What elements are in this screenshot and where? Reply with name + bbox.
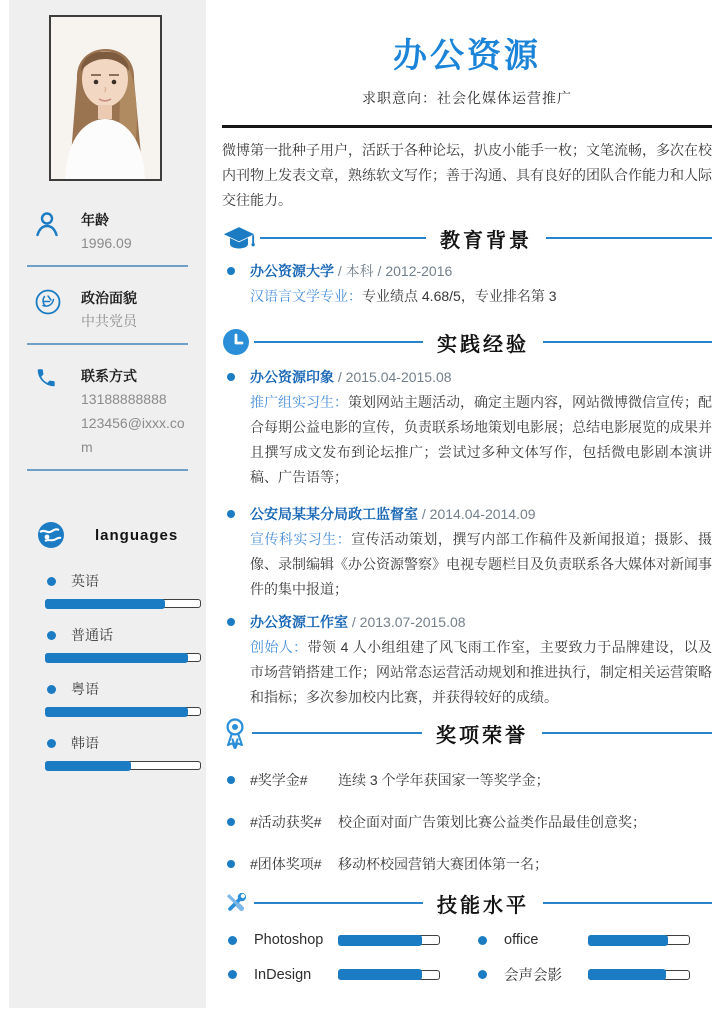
language-item [29, 625, 188, 662]
bullet-dot [227, 373, 235, 381]
skill-label: Photoshop [254, 932, 324, 948]
party-emblem-icon [35, 287, 61, 333]
org-date: / 2013.07-2015.08 [351, 614, 466, 630]
skill-progress-bar [338, 970, 440, 980]
political-label: 政治面貌 [81, 290, 137, 306]
section-header-skills [222, 888, 712, 918]
language-progress-bar [45, 599, 201, 608]
education-entry [222, 259, 712, 309]
role-name: 推广组实习生： [250, 394, 348, 410]
sidebar-divider [27, 469, 188, 471]
contact-email: 123456@ixxx.com [81, 415, 185, 455]
skills-grid [222, 932, 712, 985]
bullet-dot [478, 970, 487, 979]
section-line [260, 237, 426, 239]
sidebar [9, 0, 206, 1008]
bullet-dot [47, 739, 56, 748]
section-line [254, 902, 423, 904]
major-name: 汉语言文学专业： [250, 288, 362, 304]
age-value: 1996.09 [81, 235, 132, 251]
skill-progress-bar [588, 970, 690, 980]
award-row [222, 854, 712, 874]
info-group-political-status [27, 267, 188, 333]
award-tag: #活动获奖# [250, 814, 322, 830]
language-label: 英语 [71, 573, 99, 589]
language-label: 普通话 [71, 627, 113, 643]
bullet-dot [227, 267, 235, 275]
skill-item [222, 932, 462, 948]
section-title-education: 教育背景 [440, 229, 532, 252]
section-line [254, 341, 423, 343]
org-name: 办公资源工作室 [250, 614, 348, 630]
award-tag: #团体奖项# [250, 856, 322, 872]
education-detail: 专业绩点 4.68/5，专业排名第 3 [362, 288, 557, 304]
bullet-dot [478, 936, 487, 945]
role-name: 宣传科实习生： [250, 531, 352, 547]
org-date: / 2014.04-2014.09 [421, 506, 536, 522]
profile-photo [49, 15, 162, 181]
languages-list [29, 571, 188, 770]
section-title-experience: 实践经验 [437, 333, 529, 356]
self-summary: 微博第一批种子用户，活跃于各种论坛，扒皮小能手一枚；文笔流畅，多次在校内刊物上发表文章，熟练软文写作；善于沟通、具有良好的团队合作能力和人际交往能力。 [222, 142, 712, 208]
skill-label: 会声会影 [504, 968, 562, 984]
info-group-age [27, 181, 188, 255]
skill-progress-bar [588, 935, 690, 945]
award-row [222, 812, 712, 832]
bullet-dot [47, 577, 56, 586]
tools-icon [222, 889, 250, 917]
section-line [546, 237, 712, 239]
role-desc: 策划网站主题活动，确定主题内容，网站微博微信宣传；配合每期公益电影的宣传，负责联系场地策划电影展；总结电影展览的成果并且撰写成文发布到论坛推广；尝试过多种文体写作，包括微电影剧本演讲稿、广告语等； [250, 394, 712, 485]
skill-item [222, 964, 462, 985]
graduation-cap-icon [222, 225, 256, 252]
section-header-education [222, 223, 712, 253]
section-line [543, 341, 712, 343]
bullet-dot [227, 818, 235, 826]
school-name: 办公资源大学 [250, 263, 334, 279]
role-name: 创始人： [250, 639, 308, 655]
skill-progress-bar [338, 935, 440, 945]
award-row [222, 770, 712, 790]
award-desc: 校企面对面广告策划比赛公益类作品最佳创意奖； [338, 814, 646, 830]
bullet-dot [227, 776, 235, 784]
phone-icon [35, 365, 61, 459]
language-item [29, 733, 188, 770]
bullet-dot [227, 510, 235, 518]
bullet-dot [228, 936, 237, 945]
bullet-dot [228, 970, 237, 979]
skill-label: InDesign [254, 966, 312, 983]
languages-title: languages [95, 526, 179, 544]
education-meta: / 本科 / 2012-2016 [337, 263, 453, 279]
skill-item [472, 964, 712, 985]
org-date: / 2015.04-2015.08 [337, 369, 452, 385]
section-title-skills: 技能水平 [437, 894, 529, 917]
clock-icon [222, 328, 250, 356]
contact-label: 联系方式 [81, 368, 137, 384]
role-desc: 带领 4 人小组组建了风飞雨工作室，主要致力于品牌建设，以及市场营销搭建工作；网站常态运营活动规划和推进执行，制定相关运营策略和指标；多次参加校内比赛，并获得较好的成绩。 [250, 639, 712, 705]
person-icon [35, 209, 61, 255]
award-desc: 移动杯校园营销大赛团体第一名； [338, 856, 548, 872]
section-title-awards: 奖项荣誉 [436, 724, 528, 747]
bullet-dot [227, 860, 235, 868]
bullet-dot [47, 631, 56, 640]
globe-icon [37, 521, 65, 549]
section-line [252, 732, 422, 734]
header-rule [222, 125, 712, 128]
org-name: 公安局某某分局政工监督室 [250, 506, 418, 522]
experience-entry [222, 610, 712, 710]
language-label: 韩语 [71, 735, 99, 751]
skill-item [472, 932, 712, 948]
job-objective: 求职意向：社会化媒体运营推广 [362, 90, 572, 106]
info-group-contact [27, 345, 188, 459]
role-desc: 宣传活动策划，撰写内部工作稿件及新闻报道；摄影、摄像、录制编辑《办公资源警察》电视专题栏目及负责联系各大媒体对新闻事件的集中报道； [250, 531, 713, 597]
org-name: 办公资源印象 [250, 369, 334, 385]
contact-phone: 13188888888 [81, 391, 167, 407]
candidate-name: 办公资源 [393, 37, 541, 75]
section-line [542, 732, 712, 734]
section-header-experience [222, 327, 712, 357]
political-value: 中共党员 [81, 313, 137, 329]
section-header-awards [222, 718, 712, 748]
award-desc: 连续 3 个学年获国家一等奖学金； [338, 772, 550, 788]
medal-icon [222, 717, 248, 749]
language-label: 粤语 [71, 681, 99, 697]
award-tag: #奖学金# [250, 772, 308, 788]
language-item [29, 571, 188, 608]
language-progress-bar [45, 653, 201, 662]
bullet-dot [227, 618, 235, 626]
bullet-dot [47, 685, 56, 694]
experience-entry [222, 365, 712, 490]
age-label: 年龄 [81, 212, 109, 228]
section-line [543, 902, 712, 904]
main-column [222, 36, 712, 985]
language-progress-bar [45, 761, 201, 770]
portrait-illustration [51, 17, 160, 179]
experience-entry [222, 502, 712, 602]
skill-label: office [504, 932, 539, 948]
language-progress-bar [45, 707, 201, 716]
language-item [29, 679, 188, 716]
languages-header [37, 521, 188, 549]
